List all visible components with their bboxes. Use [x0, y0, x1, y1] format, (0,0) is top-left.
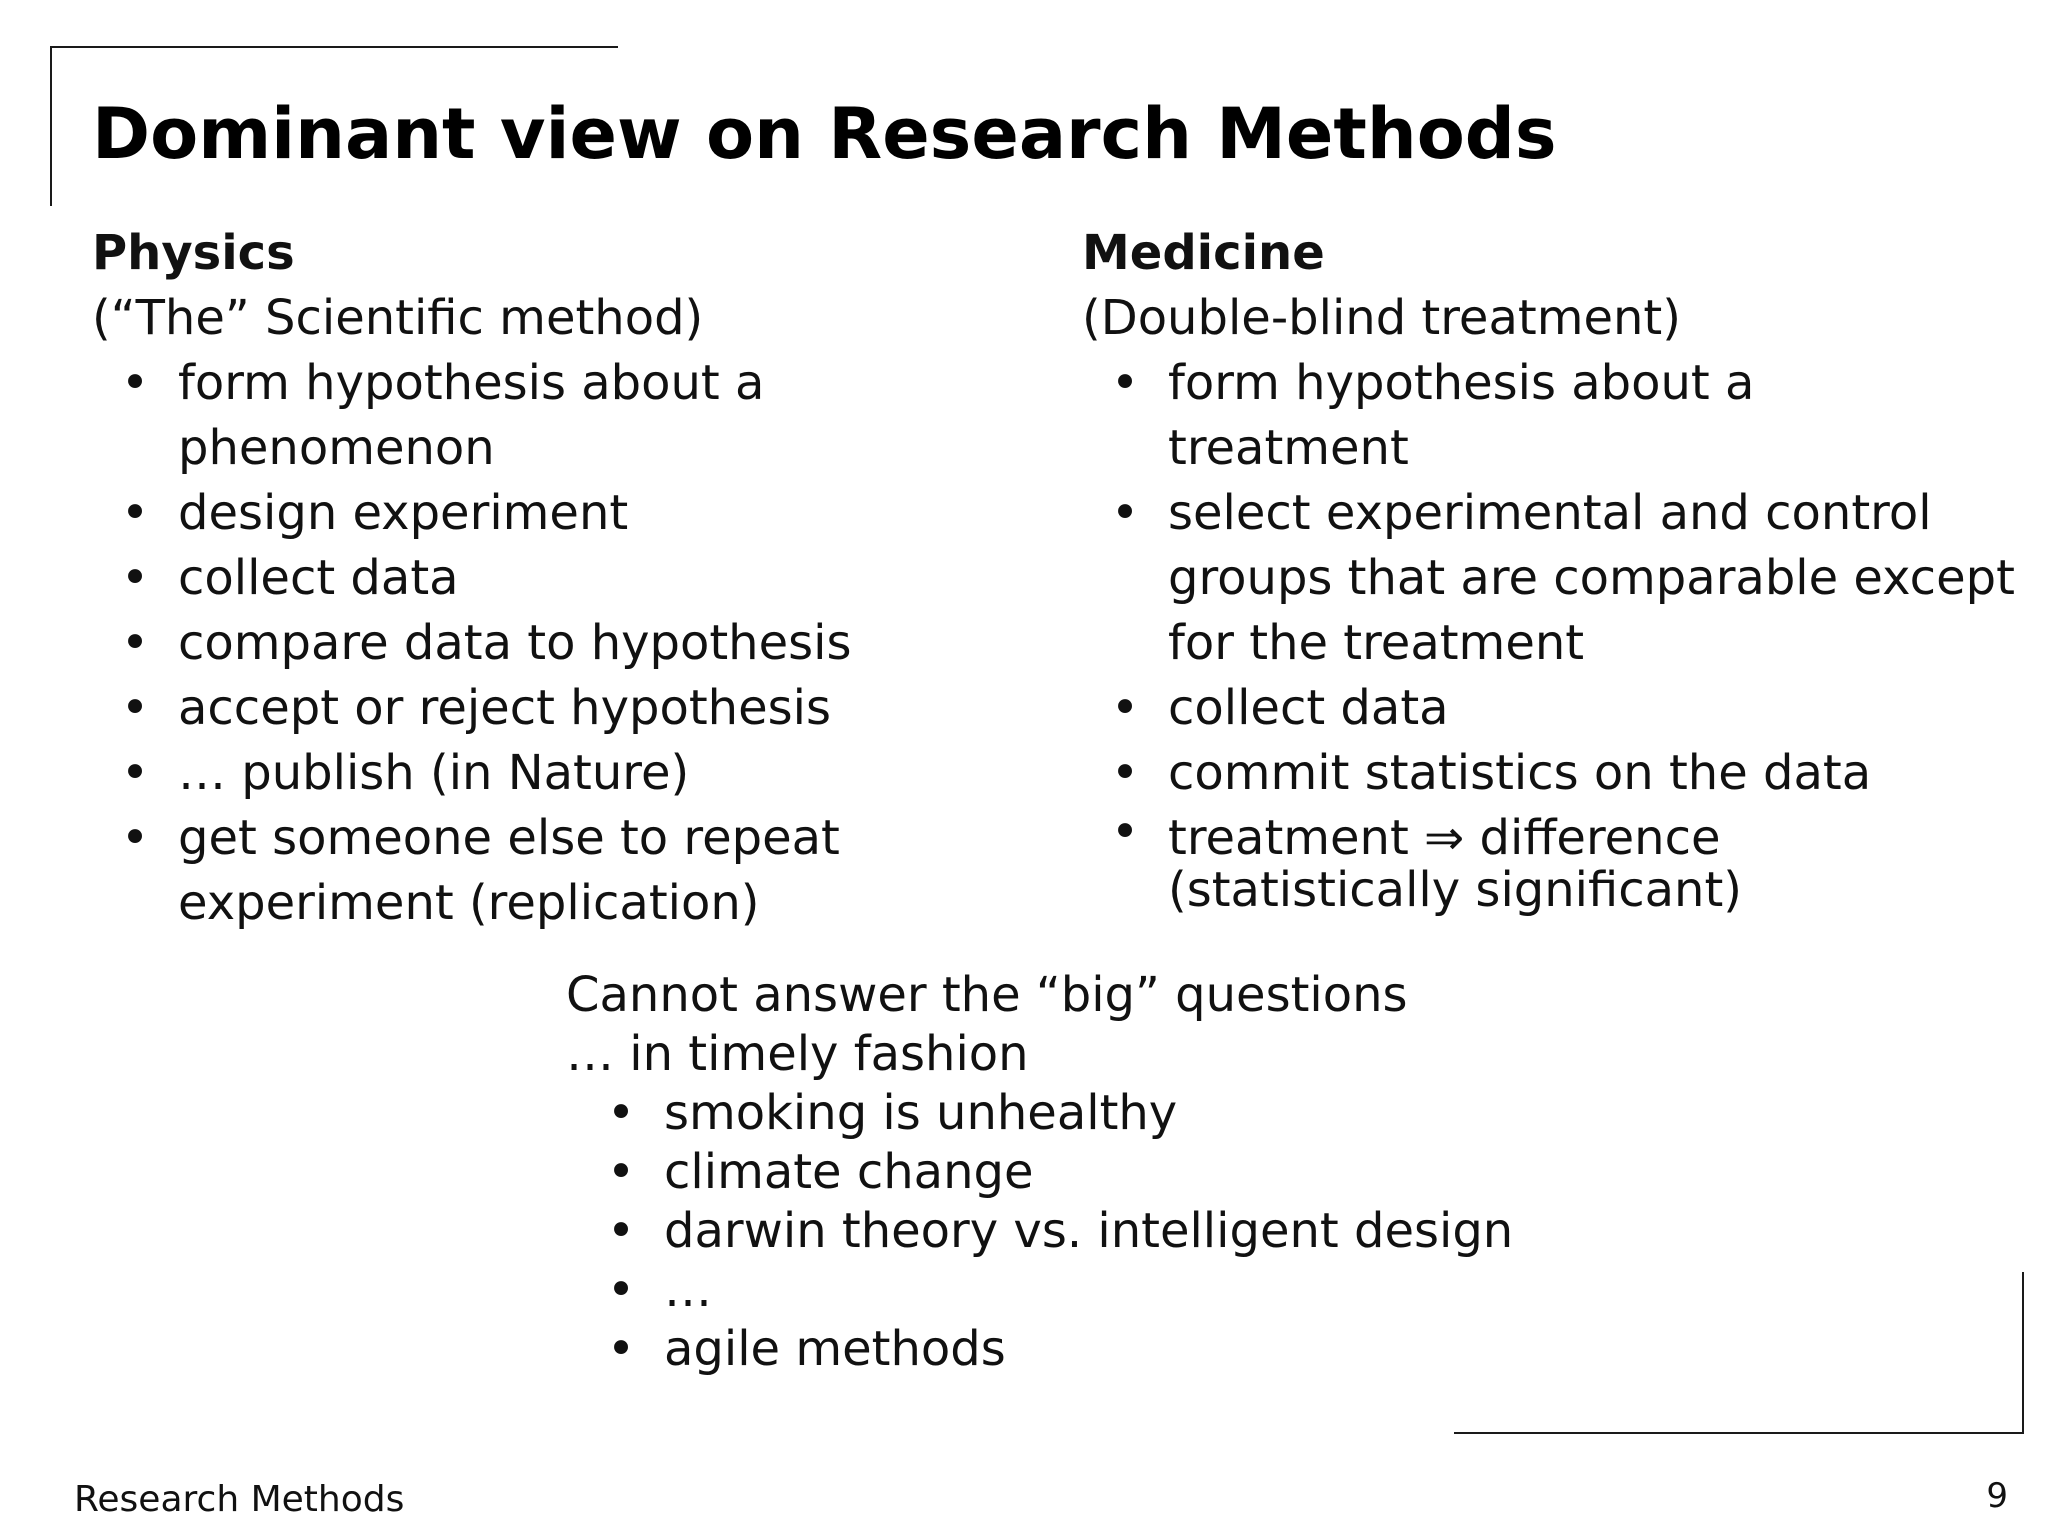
bullet-icon: • [1110, 355, 1140, 411]
bullet-icon: • [606, 1085, 636, 1141]
list-item-text: get someone else to repeat experiment (replication) [178, 810, 840, 931]
list-item-text: … publish (in Nature) [178, 745, 690, 801]
list-item [120, 741, 1052, 806]
bullet-icon: • [120, 355, 150, 411]
list-item-text: collect data [1168, 680, 1449, 736]
list-item [606, 1202, 1514, 1261]
list-item-text: darwin theory vs. intelligent design [664, 1203, 1514, 1259]
list-item [1110, 741, 2022, 806]
list-item-text: accept or reject hypothesis [178, 680, 831, 736]
list-item-text: collect data [178, 550, 459, 606]
list-item [1110, 804, 1808, 918]
frame-bottom-line [1454, 1432, 2024, 1434]
bullet-icon: • [606, 1321, 636, 1377]
bullet-icon: • [1110, 745, 1140, 801]
list-item [606, 1261, 1513, 1320]
conclusion-line-2: … in timely fashion [566, 1026, 1029, 1082]
bullet-icon: • [120, 485, 150, 541]
list-item [120, 676, 1052, 741]
bullet-icon: • [1110, 804, 1140, 860]
list-item-text: select experimental and control groups that are comparable except for the treatment [1168, 485, 2015, 671]
bullet-icon: • [120, 745, 150, 801]
bullet-icon: • [606, 1262, 636, 1318]
bullet-icon: • [120, 615, 150, 671]
list-item [1110, 351, 1858, 481]
list-item [1110, 481, 2018, 676]
list-item-text: commit statistics on the data [1168, 745, 1872, 801]
list-item [120, 481, 1052, 546]
list-item-text: climate change [664, 1144, 1034, 1200]
list-item-text: form hypothesis about a phenomenon [178, 355, 765, 476]
list-item [1110, 676, 2022, 741]
medicine-bullet-list [1082, 351, 2022, 916]
physics-heading: Physics [92, 225, 295, 281]
bullet-icon: • [120, 550, 150, 606]
conclusion-bullet-list [566, 1084, 1513, 1379]
list-item-text: … [664, 1262, 712, 1318]
list-item-text: treatment ⇒ difference (statistically significant) [1168, 810, 1743, 918]
footer-label: Research Methods [74, 1479, 405, 1520]
list-item [120, 546, 1052, 611]
bullet-icon: • [120, 680, 150, 736]
medicine-subtitle: (Double-blind treatment) [1082, 290, 1681, 346]
bullet-icon: • [606, 1203, 636, 1259]
list-item-text: design experiment [178, 485, 629, 541]
conclusion-line-1: Cannot answer the “big” questions [566, 967, 1408, 1023]
list-item [120, 611, 1052, 676]
physics-column [92, 221, 1052, 936]
physics-bullet-list [92, 351, 1052, 936]
list-item [120, 806, 898, 936]
bullet-icon: • [1110, 680, 1140, 736]
list-item-text: agile methods [664, 1321, 1006, 1377]
page-number: 9 [1986, 1476, 2008, 1516]
conclusion-block [566, 966, 1513, 1379]
list-item-text: form hypothesis about a treatment [1168, 355, 1755, 476]
list-item [606, 1320, 1513, 1379]
physics-subtitle: (“The” Scientific method) [92, 290, 704, 346]
medicine-heading: Medicine [1082, 225, 1325, 281]
list-item-text: compare data to hypothesis [178, 615, 852, 671]
frame-left-line [50, 46, 52, 206]
bullet-icon: • [120, 810, 150, 866]
frame-right-line [2022, 1272, 2024, 1434]
bullet-icon: • [606, 1144, 636, 1200]
list-item-text: smoking is unhealthy [664, 1085, 1178, 1141]
medicine-column [1082, 221, 2022, 916]
frame-top-line [50, 46, 618, 48]
list-item [606, 1143, 1513, 1202]
slide-title: Dominant view on Research Methods [92, 93, 1557, 175]
list-item [606, 1084, 1513, 1143]
list-item [120, 351, 898, 481]
bullet-icon: • [1110, 485, 1140, 541]
